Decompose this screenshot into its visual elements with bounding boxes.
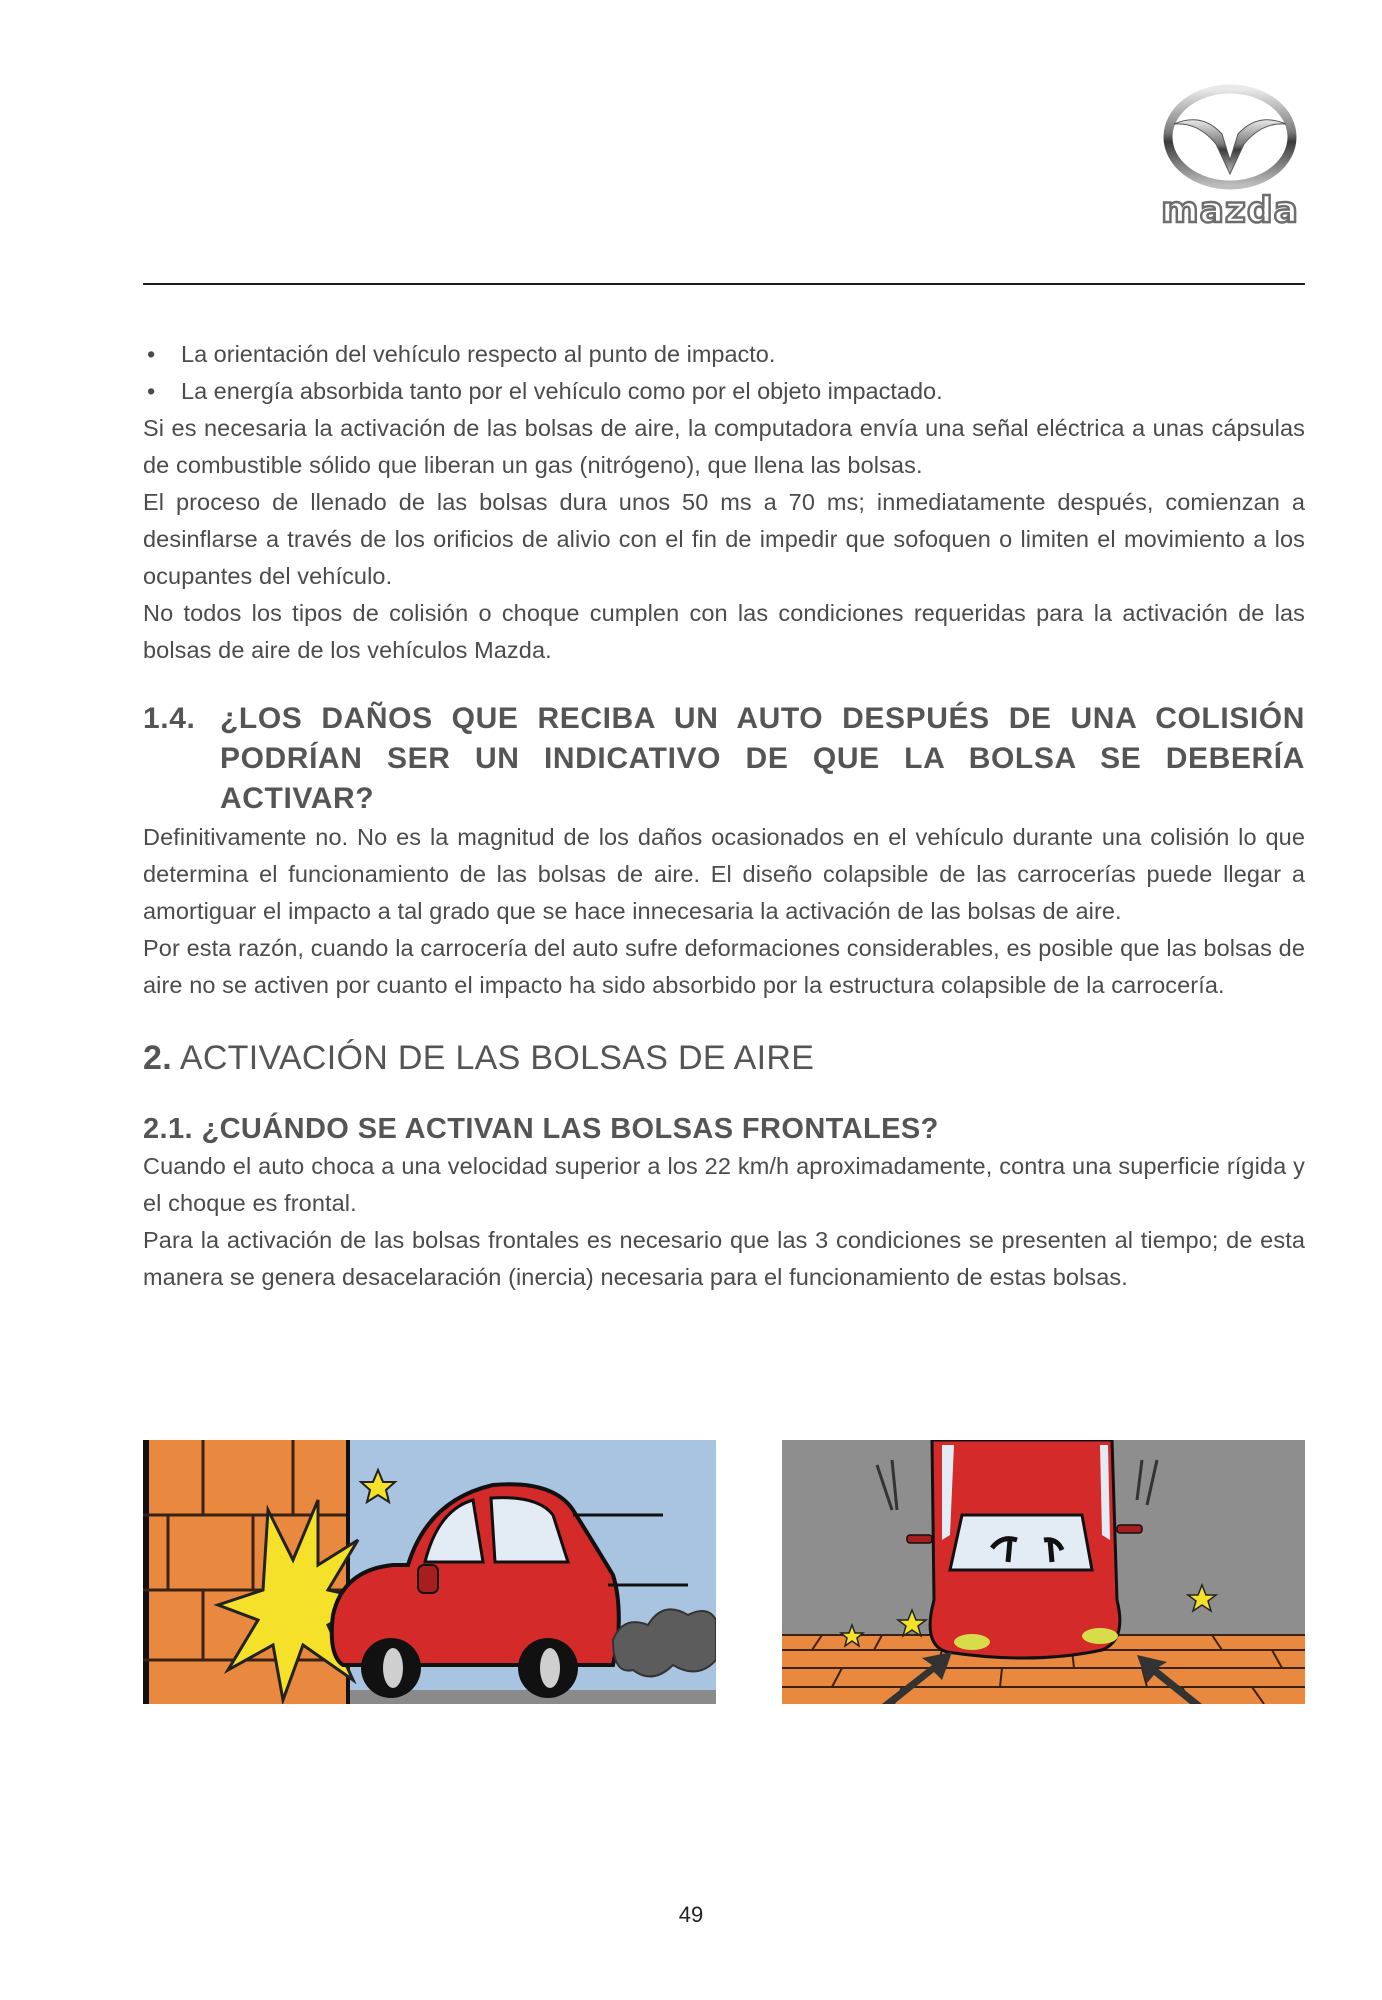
- bullet-icon: •: [147, 378, 156, 404]
- section-heading-1-4: 1.4. ¿LOS DAÑOS QUE RECIBA UN AUTO DESPUÉS DE UNA COLISIÓN PODRÍAN SER UN INDICATIVO DE QUE LA BOLSA SE DEBERÍA ACTIVAR?: [143, 702, 1305, 815]
- section-heading-2: 2. ACTIVACIÓN DE LAS BOLSAS DE AIRE: [143, 1039, 815, 1077]
- brand-wordmark: mazda: [1161, 190, 1299, 231]
- list-item: • La orientación del vehículo respecto al punto de impacto.: [143, 336, 1305, 373]
- paragraph: Por esta razón, cuando la carrocería del auto sufre deformaciones considerables, es posible que las bolsas de aire no se activen por cuanto el impacto ha sido absorbido por la estructura colapsible de la carrocería.: [143, 935, 1305, 998]
- figures-row: [143, 1440, 1305, 1704]
- car-crashing-into-wall-illustration: [143, 1440, 716, 1704]
- list-item: • La energía absorbida tanto por el vehículo como por el objeto impactado.: [143, 373, 1305, 410]
- mazda-logo: [1150, 82, 1310, 232]
- mazda-emblem-icon: [1150, 82, 1310, 232]
- paragraph: Si es necesaria la activación de las bolsas de aire, la computadora envía una señal eléctrica a unas cápsulas de combustible sólido que liberan un gas (nitrógeno), que llena las bolsas.: [143, 415, 1305, 478]
- conditions-list: [143, 336, 1305, 410]
- car-front-crumpled-illustration: [782, 1440, 1305, 1704]
- paragraph: Cuando el auto choca a una velocidad superior a los 22 km/h aproximadamente, contra una superficie rígida y el choque es frontal.: [143, 1153, 1305, 1216]
- header-rule: [143, 283, 1305, 285]
- paragraph: No todos los tipos de colisión o choque cumplen con las condiciones requeridas para la activación de las bolsas de aire de los vehículos Mazda.: [143, 600, 1305, 663]
- page-content: [143, 336, 1305, 1296]
- paragraph: El proceso de llenado de las bolsas dura unos 50 ms a 70 ms; inmediatamente después, comienzan a desinflarse a través de los orificios de alivio con el fin de impedir que sofoquen o limiten el movimiento a los ocupantes del vehículo.: [143, 489, 1305, 589]
- page-number: 49: [678, 1902, 704, 1927]
- section-heading-2-1: 2.1. ¿CUÁNDO SE ACTIVAN LAS BOLSAS FRONTALES?: [143, 1113, 939, 1145]
- bullet-icon: •: [147, 341, 156, 367]
- paragraph: Para la activación de las bolsas frontales es necesario que las 3 condiciones se presenten al tiempo; de esta manera se genera desacelaración (inercia) necesaria para el funcionamiento de estas bolsas.: [143, 1227, 1305, 1290]
- paragraph: Definitivamente no. No es la magnitud de los daños ocasionados en el vehículo durante una colisión lo que determina el funcionamiento de las bolsas de aire. El diseño colapsible de las carrocerías puede llegar a amortiguar el impacto a tal grado que se hace innecesaria la activación de las bolsas de aire.: [143, 824, 1305, 924]
